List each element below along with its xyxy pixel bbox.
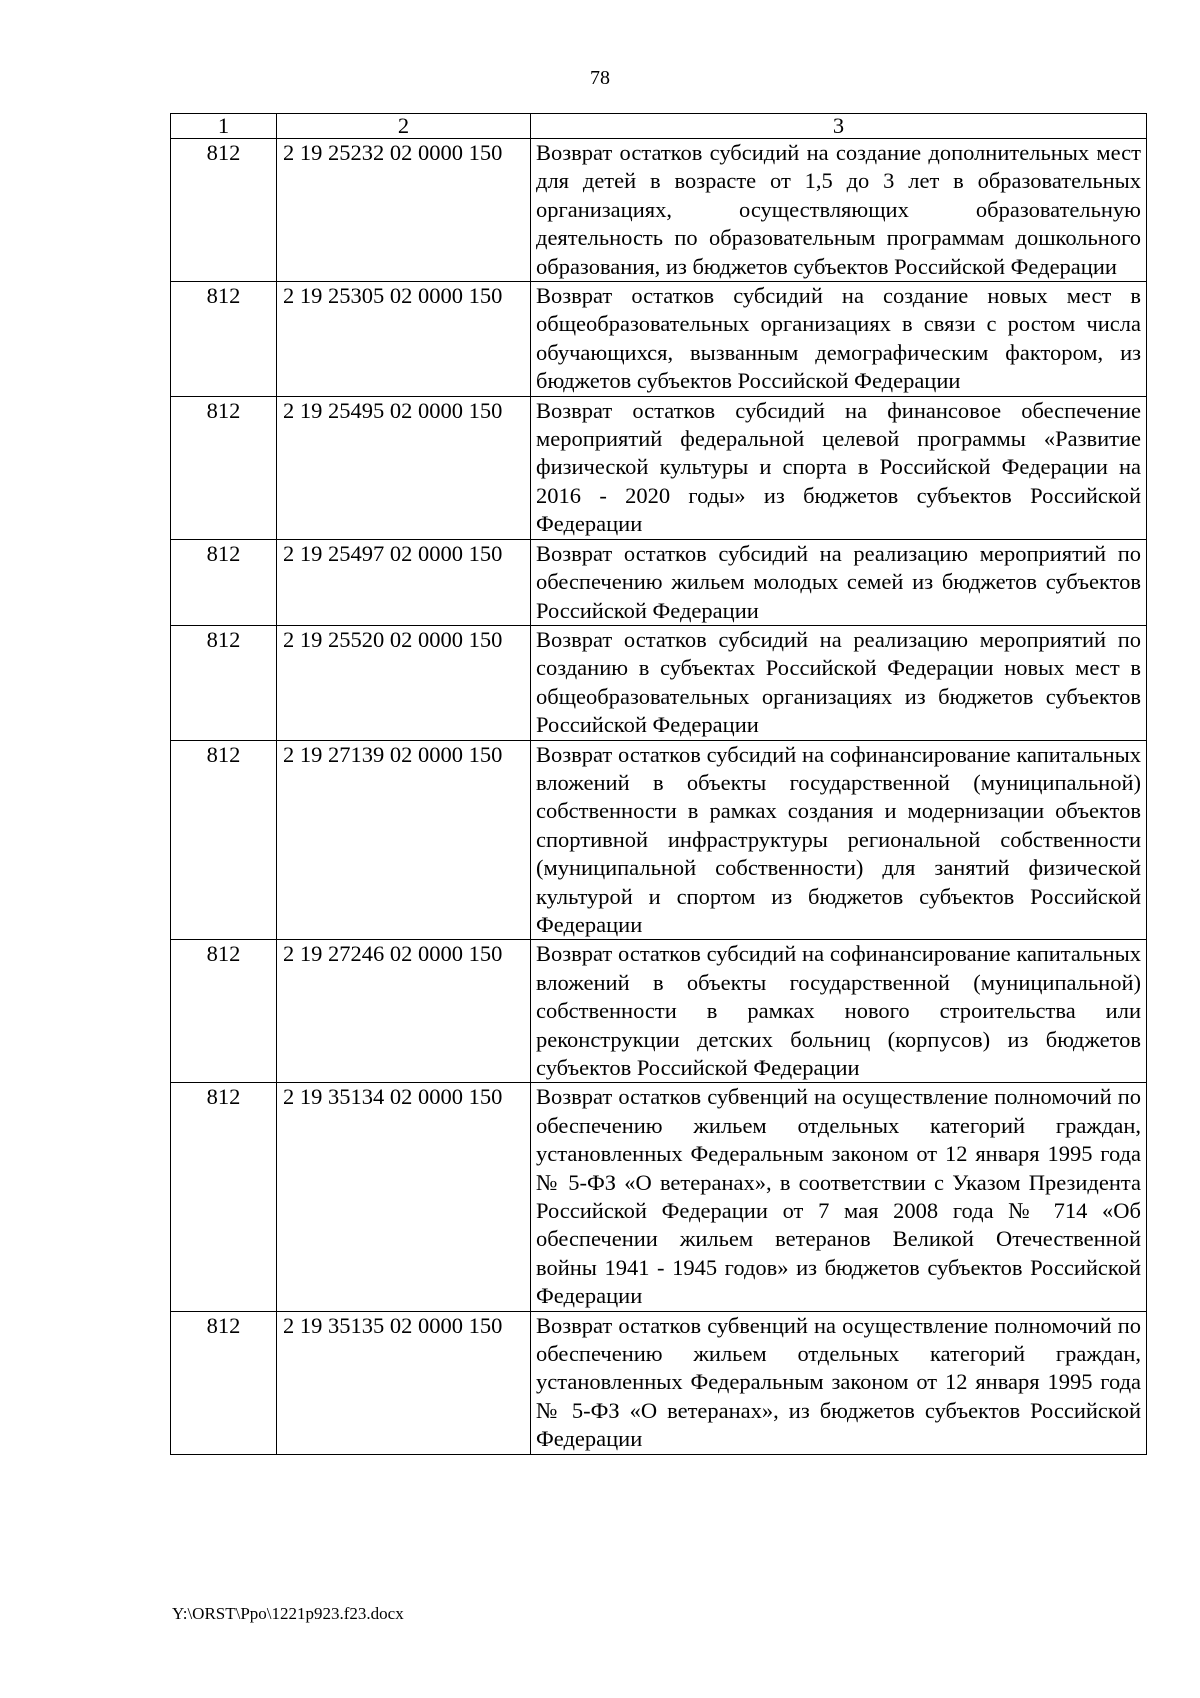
table-row — [171, 740, 1147, 940]
footer-file-path: Y:\ORST\Ppo\1221p923.f23.docx — [172, 1604, 404, 1623]
table-row — [171, 625, 1147, 740]
budget-code-cell: 2 19 27139 02 0000 150 — [277, 740, 531, 940]
table-row — [171, 396, 1147, 539]
budget-code-cell: 2 19 27246 02 0000 150 — [277, 940, 531, 1083]
admin-code-cell: 812 — [171, 1311, 277, 1454]
description-cell: Возврат остатков субсидий на софинансирование капитальных вложений в объекты государственной (муниципальной) собственности в рамках нового строительства или реконструкции детских больниц (корпусов) из бюджетов субъектов Российской Федерации — [531, 940, 1147, 1083]
admin-code-cell: 812 — [171, 282, 277, 397]
budget-code-cell: 2 19 25497 02 0000 150 — [277, 539, 531, 625]
column-header-3: 3 — [531, 114, 1147, 139]
admin-code-cell: 812 — [171, 539, 277, 625]
column-header-2: 2 — [277, 114, 531, 139]
description-cell: Возврат остатков субсидий на реализацию мероприятий по обеспечению жильем молодых семей из бюджетов субъектов Российской Федерации — [531, 539, 1147, 625]
page-number: 78 — [590, 67, 610, 89]
description-cell: Возврат остатков субсидий на создание дополнительных мест для детей в возрасте от 1,5 до 3 лет в образовательных организациях, осуществляющих образовательную деятельность по образовательным программам дошкольного образования, из бюджетов субъектов Российской Федерации — [531, 139, 1147, 282]
budget-code-cell: 2 19 35135 02 0000 150 — [277, 1311, 531, 1454]
column-header-1: 1 — [171, 114, 277, 139]
budget-code-cell: 2 19 35134 02 0000 150 — [277, 1083, 531, 1311]
table-header-row — [171, 114, 1147, 139]
table-row — [171, 539, 1147, 625]
budget-code-cell: 2 19 25495 02 0000 150 — [277, 396, 531, 539]
description-cell: Возврат остатков субсидий на софинансирование капитальных вложений в объекты государственной (муниципальной) собственности в рамках создания и модернизации объектов спортивной инфраструктуры региональной собственности (муниципальной собственности) для занятий физической культурой и спортом из бюджетов субъектов Российской Федерации — [531, 740, 1147, 940]
budget-code-cell: 2 19 25520 02 0000 150 — [277, 625, 531, 740]
description-cell: Возврат остатков субвенций на осуществление полномочий по обеспечению жильем отдельных категорий граждан, установленных Федеральным законом от 12 января 1995 года № 5-ФЗ «О ветеранах», в соответствии с Указом Президента Российской Федерации от 7 мая 2008 года № 714 «Об обеспечении жильем ветеранов Великой Отечественной войны 1941 - 1945 годов» из бюджетов субъектов Российской Федерации — [531, 1083, 1147, 1311]
admin-code-cell: 812 — [171, 625, 277, 740]
description-cell: Возврат остатков субсидий на финансовое обеспечение мероприятий федеральной целевой программы «Развитие физической культуры и спорта в Российской Федерации на 2016 - 2020 годы» из бюджетов субъектов Российской Федерации — [531, 396, 1147, 539]
admin-code-cell: 812 — [171, 139, 277, 282]
description-cell: Возврат остатков субсидий на реализацию мероприятий по созданию в субъектах Российской Федерации новых мест в общеобразовательных организациях из бюджетов субъектов Российской Федерации — [531, 625, 1147, 740]
table-row — [171, 1083, 1147, 1311]
budget-code-table — [170, 113, 1147, 1455]
description-cell: Возврат остатков субсидий на создание новых мест в общеобразовательных организациях в связи с ростом числа обучающихся, вызванным демографическим фактором, из бюджетов субъектов Российской Федерации — [531, 282, 1147, 397]
description-cell: Возврат остатков субвенций на осуществление полномочий по обеспечению жильем отдельных категорий граждан, установленных Федеральным законом от 12 января 1995 года № 5-ФЗ «О ветеранах», из бюджетов субъектов Российской Федерации — [531, 1311, 1147, 1454]
admin-code-cell: 812 — [171, 940, 277, 1083]
table-row — [171, 940, 1147, 1083]
table-row — [171, 282, 1147, 397]
admin-code-cell: 812 — [171, 396, 277, 539]
admin-code-cell: 812 — [171, 740, 277, 940]
admin-code-cell: 812 — [171, 1083, 277, 1311]
table-row — [171, 139, 1147, 282]
budget-code-cell: 2 19 25305 02 0000 150 — [277, 282, 531, 397]
table-row — [171, 1311, 1147, 1454]
budget-code-cell: 2 19 25232 02 0000 150 — [277, 139, 531, 282]
